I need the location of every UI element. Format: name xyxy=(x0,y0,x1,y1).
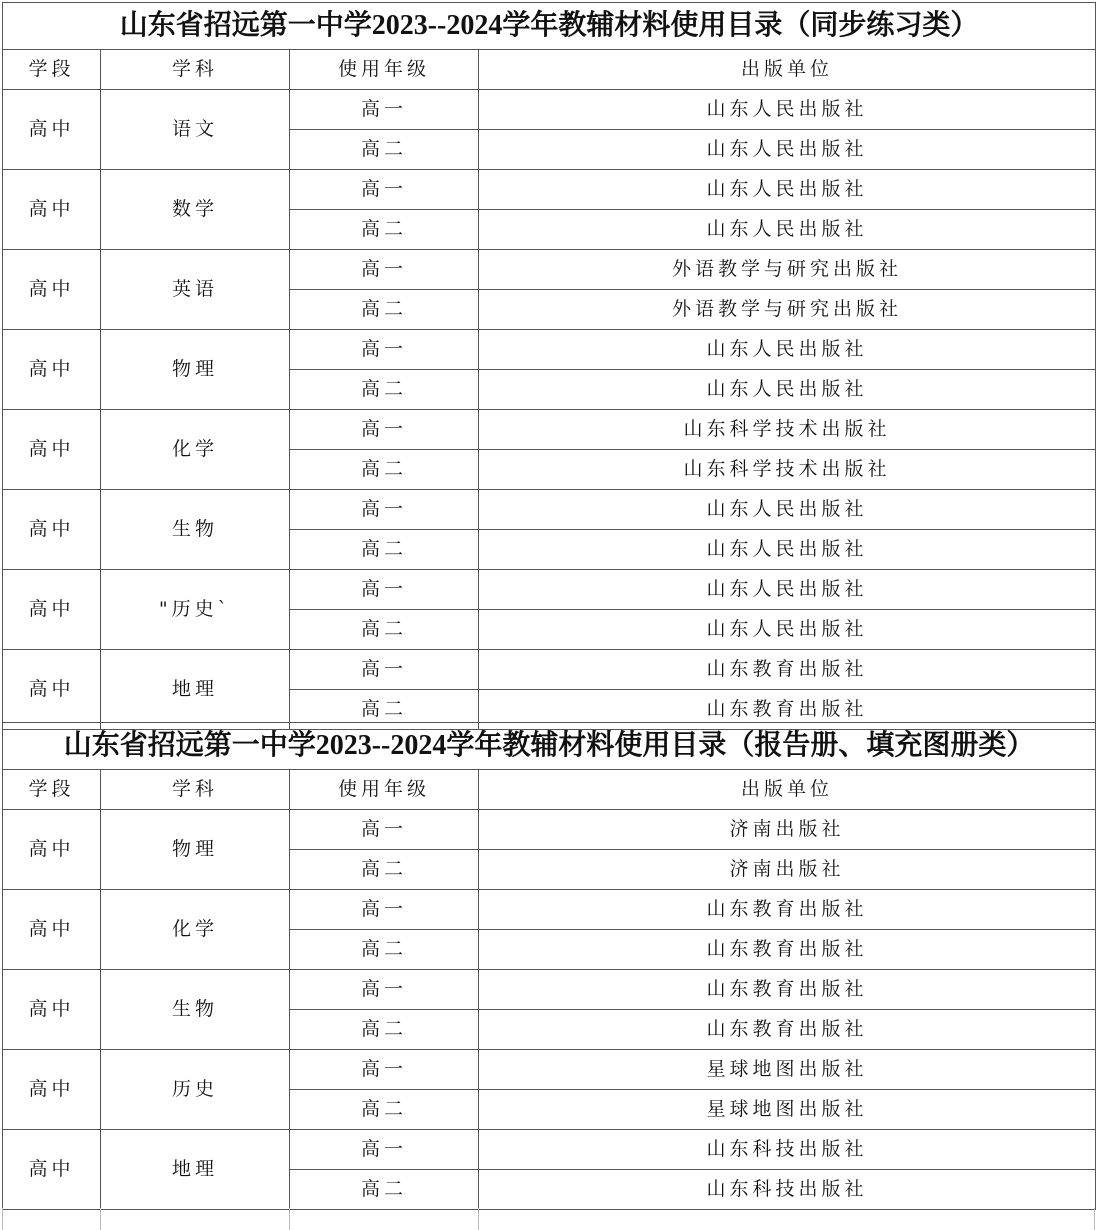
header-publisher[interactable]: 出版单位 xyxy=(479,770,1096,810)
subject-cell[interactable]: 语文 xyxy=(101,90,290,170)
gridline xyxy=(1094,1208,1095,1230)
publisher-cell[interactable]: 山东教育出版社 xyxy=(479,930,1096,970)
grade-cell[interactable]: 高二 xyxy=(290,450,479,490)
stage-cell[interactable]: 高中 xyxy=(3,810,101,890)
stage-cell[interactable]: 高中 xyxy=(3,1130,101,1210)
publisher-cell[interactable]: 山东科学技术出版社 xyxy=(479,410,1096,450)
publisher-cell[interactable]: 外语教学与研究出版社 xyxy=(479,250,1096,290)
publisher-cell[interactable]: 山东教育出版社 xyxy=(479,970,1096,1010)
subject-cell[interactable]: 英语 xyxy=(101,250,290,330)
subject-cell[interactable]: 地理 xyxy=(101,1130,290,1210)
grade-cell[interactable]: 高一 xyxy=(290,1130,479,1170)
gridline xyxy=(478,1208,479,1230)
stage-cell[interactable]: 高中 xyxy=(3,250,101,330)
sync-exercise-table xyxy=(2,2,1096,730)
grade-cell[interactable]: 高二 xyxy=(290,130,479,170)
table-row xyxy=(3,890,1096,930)
stage-cell[interactable]: 高中 xyxy=(3,970,101,1050)
stage-cell[interactable]: 高中 xyxy=(3,410,101,490)
header-publisher[interactable]: 出版单位 xyxy=(479,50,1096,90)
publisher-cell[interactable]: 山东人民出版社 xyxy=(479,570,1096,610)
table-row xyxy=(3,330,1096,370)
publisher-cell[interactable]: 山东科技出版社 xyxy=(479,1170,1096,1210)
stage-cell[interactable]: 高中 xyxy=(3,330,101,410)
header-row xyxy=(3,770,1096,810)
publisher-cell[interactable]: 山东人民出版社 xyxy=(479,370,1096,410)
publisher-cell[interactable]: 山东教育出版社 xyxy=(479,650,1096,690)
publisher-cell[interactable]: 山东人民出版社 xyxy=(479,610,1096,650)
stage-cell[interactable]: 高中 xyxy=(3,490,101,570)
table-title[interactable]: 山东省招远第一中学2023--2024学年教辅材料使用目录（报告册、填充图册类） xyxy=(3,723,1096,770)
subject-cell[interactable]: 生物 xyxy=(101,970,290,1050)
grade-cell[interactable]: 高一 xyxy=(290,330,479,370)
publisher-cell[interactable]: 济南出版社 xyxy=(479,850,1096,890)
subject-cell[interactable]: 化学 xyxy=(101,890,290,970)
grade-cell[interactable]: 高一 xyxy=(290,490,479,530)
publisher-cell[interactable]: 山东人民出版社 xyxy=(479,530,1096,570)
subject-cell[interactable]: 数学 xyxy=(101,170,290,250)
grade-cell[interactable]: 高一 xyxy=(290,1050,479,1090)
publisher-cell[interactable]: 山东教育出版社 xyxy=(479,690,1096,730)
subject-cell[interactable]: 化学 xyxy=(101,410,290,490)
table-row xyxy=(3,170,1096,210)
publisher-cell[interactable]: 山东人民出版社 xyxy=(479,330,1096,370)
publisher-cell[interactable]: 山东人民出版社 xyxy=(479,210,1096,250)
stage-cell[interactable]: 高中 xyxy=(3,570,101,650)
publisher-cell[interactable]: 山东教育出版社 xyxy=(479,890,1096,930)
grade-cell[interactable]: 高二 xyxy=(290,1010,479,1050)
stage-cell[interactable]: 高中 xyxy=(3,890,101,970)
publisher-cell[interactable]: 山东科学技术出版社 xyxy=(479,450,1096,490)
gridline xyxy=(2,1208,3,1230)
stage-cell[interactable]: 高中 xyxy=(3,90,101,170)
grade-cell[interactable]: 高二 xyxy=(290,1170,479,1210)
table-title[interactable]: 山东省招远第一中学2023--2024学年教辅材料使用目录（同步练习类） xyxy=(3,3,1096,50)
table-row xyxy=(3,650,1096,690)
grade-cell[interactable]: 高二 xyxy=(290,370,479,410)
table-row xyxy=(3,570,1096,610)
publisher-cell[interactable]: 山东人民出版社 xyxy=(479,130,1096,170)
grade-cell[interactable]: 高一 xyxy=(290,970,479,1010)
stage-cell[interactable]: 高中 xyxy=(3,1050,101,1130)
publisher-cell[interactable]: 星球地图出版社 xyxy=(479,1050,1096,1090)
gridline xyxy=(289,1208,290,1230)
empty-row-gridlines xyxy=(2,1208,1095,1230)
table-row xyxy=(3,250,1096,290)
gridline xyxy=(100,1208,101,1230)
grade-cell[interactable]: 高二 xyxy=(290,1090,479,1130)
subject-cell[interactable]: 生物 xyxy=(101,490,290,570)
grade-cell[interactable]: 高一 xyxy=(290,410,479,450)
subject-cell[interactable]: "历史` xyxy=(101,570,290,650)
table-row xyxy=(3,1130,1096,1170)
table-row xyxy=(3,410,1096,450)
grade-cell[interactable]: 高二 xyxy=(290,290,479,330)
stage-cell[interactable]: 高中 xyxy=(3,650,101,730)
header-row xyxy=(3,50,1096,90)
header-subject[interactable]: 学科 xyxy=(101,50,290,90)
table-row xyxy=(3,90,1096,130)
grade-cell[interactable]: 高一 xyxy=(290,250,479,290)
publisher-cell[interactable]: 星球地图出版社 xyxy=(479,1090,1096,1130)
table-row xyxy=(3,970,1096,1010)
header-grade[interactable]: 使用年级 xyxy=(290,770,479,810)
grade-cell[interactable]: 高一 xyxy=(290,890,479,930)
publisher-cell[interactable]: 山东科技出版社 xyxy=(479,1130,1096,1170)
subject-cell[interactable]: 物理 xyxy=(101,810,290,890)
grade-cell[interactable]: 高二 xyxy=(290,690,479,730)
table-row xyxy=(3,490,1096,530)
grade-cell[interactable]: 高二 xyxy=(290,210,479,250)
grade-cell[interactable]: 高一 xyxy=(290,90,479,130)
grade-cell[interactable]: 高一 xyxy=(290,170,479,210)
grade-cell[interactable]: 高一 xyxy=(290,810,479,850)
grade-cell[interactable]: 高一 xyxy=(290,570,479,610)
publisher-cell[interactable]: 外语教学与研究出版社 xyxy=(479,290,1096,330)
report-atlas-table xyxy=(2,722,1096,1210)
header-subject[interactable]: 学科 xyxy=(101,770,290,810)
header-stage[interactable]: 学段 xyxy=(3,50,101,90)
grade-cell[interactable]: 高二 xyxy=(290,850,479,890)
subject-cell[interactable]: 历史 xyxy=(101,1050,290,1130)
header-grade[interactable]: 使用年级 xyxy=(290,50,479,90)
stage-cell[interactable]: 高中 xyxy=(3,170,101,250)
publisher-cell[interactable]: 山东人民出版社 xyxy=(479,90,1096,130)
publisher-cell[interactable]: 济南出版社 xyxy=(479,810,1096,850)
publisher-cell[interactable]: 山东人民出版社 xyxy=(479,490,1096,530)
grade-cell[interactable]: 高一 xyxy=(290,650,479,690)
grade-cell[interactable]: 高二 xyxy=(290,930,479,970)
grade-cell[interactable]: 高二 xyxy=(290,610,479,650)
table-row xyxy=(3,810,1096,850)
subject-cell[interactable]: 地理 xyxy=(101,650,290,730)
table-row xyxy=(3,1050,1096,1090)
publisher-cell[interactable]: 山东教育出版社 xyxy=(479,1010,1096,1050)
publisher-cell[interactable]: 山东人民出版社 xyxy=(479,170,1096,210)
header-stage[interactable]: 学段 xyxy=(3,770,101,810)
subject-cell[interactable]: 物理 xyxy=(101,330,290,410)
grade-cell[interactable]: 高二 xyxy=(290,530,479,570)
